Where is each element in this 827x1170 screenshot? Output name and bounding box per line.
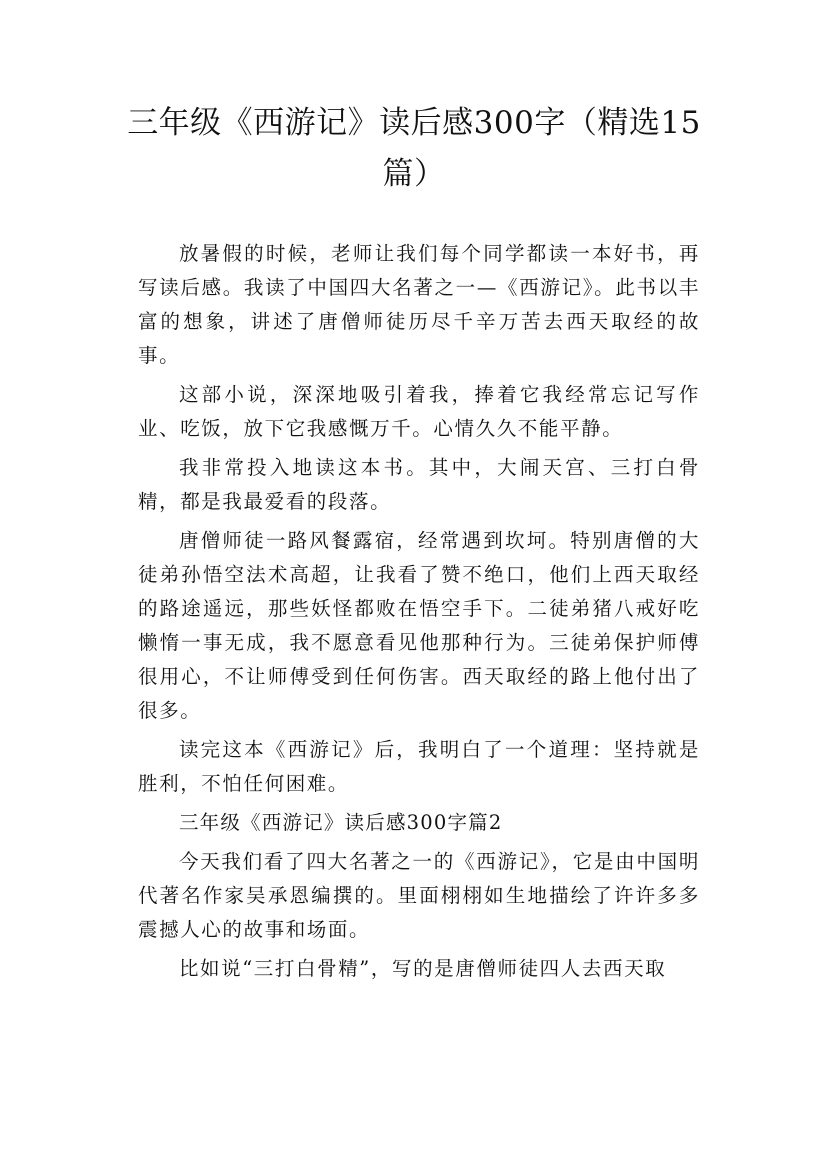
paragraph-5: 读完这本《西游记》后，我明白了一个道理：坚持就是胜利，不怕任何困难。 — [138, 738, 700, 795]
paragraph-6: 今天我们看了四大名著之一的《西游记》，它是由中国明代著名作家吴承恩编撰的。里面栩栩如生地描绘了许许多多震撼人心的故事和场面。 — [138, 850, 700, 941]
paragraph-1: 放暑假的时候，老师让我们每个同学都读一本好书，再写读后感。我读了中国四大名著之一—《西游记》。此书以丰富的想象，讲述了唐僧师徒历尽千辛万苦去西天取经的故事。 — [138, 242, 700, 367]
paragraph-7: 比如说“三打白骨精”，写的是唐僧师徒四人去西天取 — [178, 957, 667, 980]
paragraph-3: 我非常投入地读这本书。其中，大闹天宫、三打白骨精，都是我最爱看的段落。 — [138, 456, 700, 513]
section-heading-2: 三年级《西游记》读后感300字篇2 — [178, 811, 503, 834]
paragraph-4: 唐僧师徒一路风餐露宿，经常遇到坎坷。特别唐僧的大徒弟孙悟空法术高超，让我看了赞不绝口，他们上西天取经的路途遥远，那些妖怪都败在悟空手下。二徒弟猪八戒好吃懒惰一事无成，我不愿意看见他那种行为。三徒弟保护师傅很用心，不让师傅受到任何伤害。西天取经的路上他付出了很多。 — [138, 529, 700, 722]
document-body — [138, 237, 700, 991]
paragraph-2: 这部小说，深深地吸引着我，捧着它我经常忘记写作业、吃饭，放下它我感慨万千。心情久久不能平静。 — [138, 383, 700, 440]
document-title: 三年级《西游记》读后感300字（精选15篇） — [127, 105, 701, 192]
